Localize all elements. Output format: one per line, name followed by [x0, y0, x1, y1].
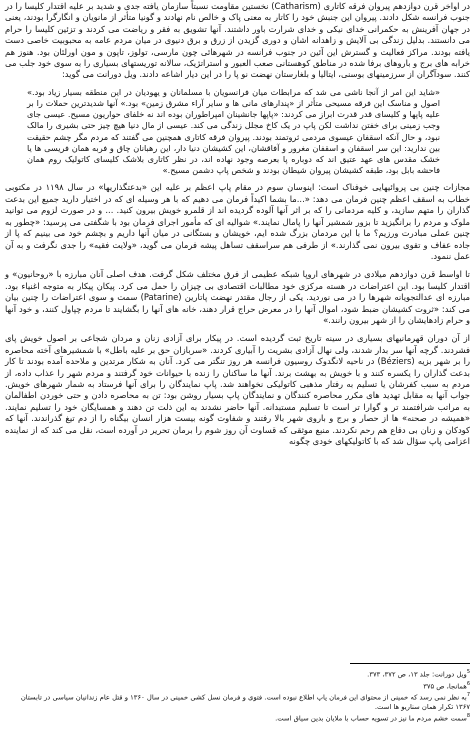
footnote [5, 691, 470, 712]
footnote [5, 680, 470, 692]
footnote-text: سمت خشم مردم ما نیز در تسویه حساب با ملایان بدین سیاق است. [275, 714, 467, 723]
footnotes-section [5, 663, 470, 724]
footnote-text: به نظر نمی رسد که خمینی از محتوای این فرمان پاپ اطلاع نبوده است. فتوی و فرمان نسل کشی خمینی در سال ۱۳۶۰ و قتل عام زندانیان سیاسی در تابستان ۱۳۶۷ تکرار همان سناریو ها است. [20, 693, 470, 712]
block-quote-durant: «شاید این امر از آنجا ناشی می شد که مرابطات میان فرانسویان با مسلمانان و یهودیان در این منطقه بسیار زیاد بود.» اصول و مناسک این فرقه مسیحی متأثر از «پندارهای مانی ها و سایر آراء مشرق زمین» بود.» آنها شدیدترین حملات را بر علیه پاپها و کلیسای قدر قدرت ابراز می کردند: «پاپها جانشینان امپراطوران بوده اند نه خلفای حواریون مسیح. عیسی جای وجب زمینی برای خفتن نداشت لکن پاپ در یک کاخ مجلل زندگی می کند. عیسی از مال دنیا هیچ چیز حتی بشیری را مالک نبود، و حال آنکه اسقفان عیسوی مردمی ثروتمند بودند. پیروان فرقه کاتاری همچنین می گفتند که مردم مگر چشم حقیقت بین ندارید: این سر اسقفان و اسقفان مغرور و آفاقشان، این کشیشان دنیا دار، این رهبانان چاق و فربه همان فریسی ها یا خشک مقدس های عهد عتیق اند که دوباره پا بعرصه وجود نهاده اند، در نظر کاتاری بلاشک کلیسای کاتولیک روم همان فاحشه بابل بود، طبقه کشیشان پیروان شیطان بودند و شخص پاپ دشمن مسیح.» [27, 86, 440, 176]
paragraph-sects-network: تا اواسط قرن دوازدهم میلادی در شهرهای اروپا شبکه عظیمی از فرق مختلف شکل گرفت. هدف اصلی آنان مبارزه با «روحانیون» و اقتدار کلیسا بود. این اعتراضات در هسته مرکزی خود مطالبات اقتصادی بی چیزان را حمل می کرد. پیکان پیکار به متوجه اغنیاء بود. مبارزه ای عدالتجویانه شهرها را در می نوردید. یکی از رجال مقتدر نهضت پاتارین (Patarine) سمت و سوی اعتراضات را چنین بیان می کند: «ثروت کشیشان ضبط شود، اموال آنها را در معرض حراج قرار دهند، خانه های آنها را بگشایند تا مردم چپاول کنند، و خود آنها و حرام زادهایشان را از شهر بیرون رانند.» [5, 269, 470, 325]
footnote-number: 6 [466, 680, 470, 687]
footnote-number: 7 [466, 692, 470, 699]
paragraph-cathars-intro: در اواخر قرن دوازدهم پیروان فرقه کاتاری (Catharism) نخستین مقاومت نسبتاً سازمان یافته جدی و شدید بر علیه اقتدار کلیسا را در جنوب فرانسه شکل دادند. پیروان این جنبش خود را کاتار به معنی پاک و خالص نام نهادند و گونیا متأثر از مانویان و انگارگرا بودند، یعنی در جهان آفرینش به حکمرانی خدای نیکی و خدای شرارت باور داشتند. آنها تشویق به فقر و ریاضت می کردند و تزئین کلیسا را حرام می دانستند. بدلیل زندگی بی آلایش و زاهدانه اشان و دوری گزیدن از زرق و برق دنیوی در میان مردم عامه به محبوبیت خاصی دست یافته بودند. مراکز فعالیت و گسترش این آئین در جنوب فرانسه در شهرهائی چون مارسی، تولوز، تاپون و مون اورلئان بود. هنوز هم خرابه های برج و باروهای برفا شده در مناطق کوهستانی صعب العبور و استراتژیک، سالانه توریستهای بسیاری را به سوی خود جلب می کنند. سودآگران از سرزمینهای بوسنی، ایتالیا و بلغارستان نهضت نو پا را در این دیار اشاعه دادند. ویل دورانت می گوید: [5, 1, 470, 80]
footnote [5, 668, 470, 680]
paragraph-beziers-siege: از آن دوران قهرمانیهای بسیاری در سینه تاریخ ثبت گردیده است. در پیکار برای آزادی زنان و مردان شجاعی بر اصول خویش پای فشردند. گرچه آنها سر بدار شدند، ولی نهال آزادی بشریت را آبیاری کردند. «سربازان حق بر علیه باطل» با شمشیرهای آخته محاصره را بر شهر بزیه (Béziers) در ناحیه لانگدوک روسیون فرانسه هر روز تنگتر می کرد. آنان به شکار مرتدین و ملاحده آمده بودند تا کار بدعت گذاران را یکسره کنند و با خویش به بهشت برند. آنها ما ساکنان را زنده با حیوانات خود گرفتند و مردم شهر را عذاب داده، از مردم به سبب کفرشان یا تسلیم به رفتار مذهبی کاتولیکی نخواهند شد. پاپ نمایندگان را برای آنها فرستاد به شمار شهرهای خویش. جواب آنها به مقابل تهدید های مکرر محاصره کنندگان و نمایندگان پاپ بسیار روشن بود: تن به محاصره دادن و حتی خوردن اطفالمان به مراتب شرافتمند تر و گوارا تر است تا تسلیم مستبدانه. آنها حاضر نشدند به این ذلت تن دهند و همسایگان خود را تسلیم نمایند. «همیشه در صحنه» ها از حصار و برج و باروی شهر بالا رفتند و شفاوت گونه بیست هزار انسان بیگناه را از دم تیغ گذراندند. آنها که کودکان و زنان بی دفاع هم رحم نکردند. منبع موثقی که قساوت آن روز شوم را برمان تحریر در آورده است، نقل می کند که از نماینده اعزامی پاپ سؤال شد که با کاتولیکهای خودی چگونه [5, 333, 471, 446]
footnote-number: 8 [466, 713, 470, 720]
footnote-text: ویل دورانت: جلد ۱۳، ص ۳۷۲، ۳۷۳. [367, 670, 467, 679]
footnote-number: 5 [466, 669, 470, 675]
paragraph-innocent-decree: مجازات چنین بی پروائیهایی خوفناک است: اینوسان سوم در مقام پاپ اعظم بر علیه این «بدعتگذاریها» در سال ۱۱۹۸ در مکتوبی خطاب به اسقف اعظم چنین فرمان می دهد: «...ما بشما اکیداً فرمان می دهیم که با هر وسیله ای که در اختیار دارید جمیع این بدعت گذاران را متهم سازید، و کلیه مردمانی را که بر اثر آنها آلوده گردیده اند از قلمرو خویش بیرون کنید. ... و در صورت لزوم می توانید ملوک و مردم را برانگیزید تا بزور شمشیر آنها را پامال نمایند.» شوالیه ای که مأمور اجرای فرمان بود با شگفتی می پرسید: «چطور به چنین عملی مبادرت ورزیم؟ ما با این مردمان بزرگ شده ایم، خویشان و بستگانی در میان آنها داریم و بچشم خود می بینیم که پا از جاده عفاف و تقوی بیرون نمی گذارند.» از طرفی هم سراسقف تساهل پیشه فرمان می گوید، «ولایت فقیه» را جدی نگرفت و به آن عمل ننمود. [5, 182, 470, 261]
footnote [5, 712, 470, 724]
footnote-divider [350, 663, 470, 664]
footnote-text: همانجا، ص ۳۷۵ [423, 681, 467, 690]
